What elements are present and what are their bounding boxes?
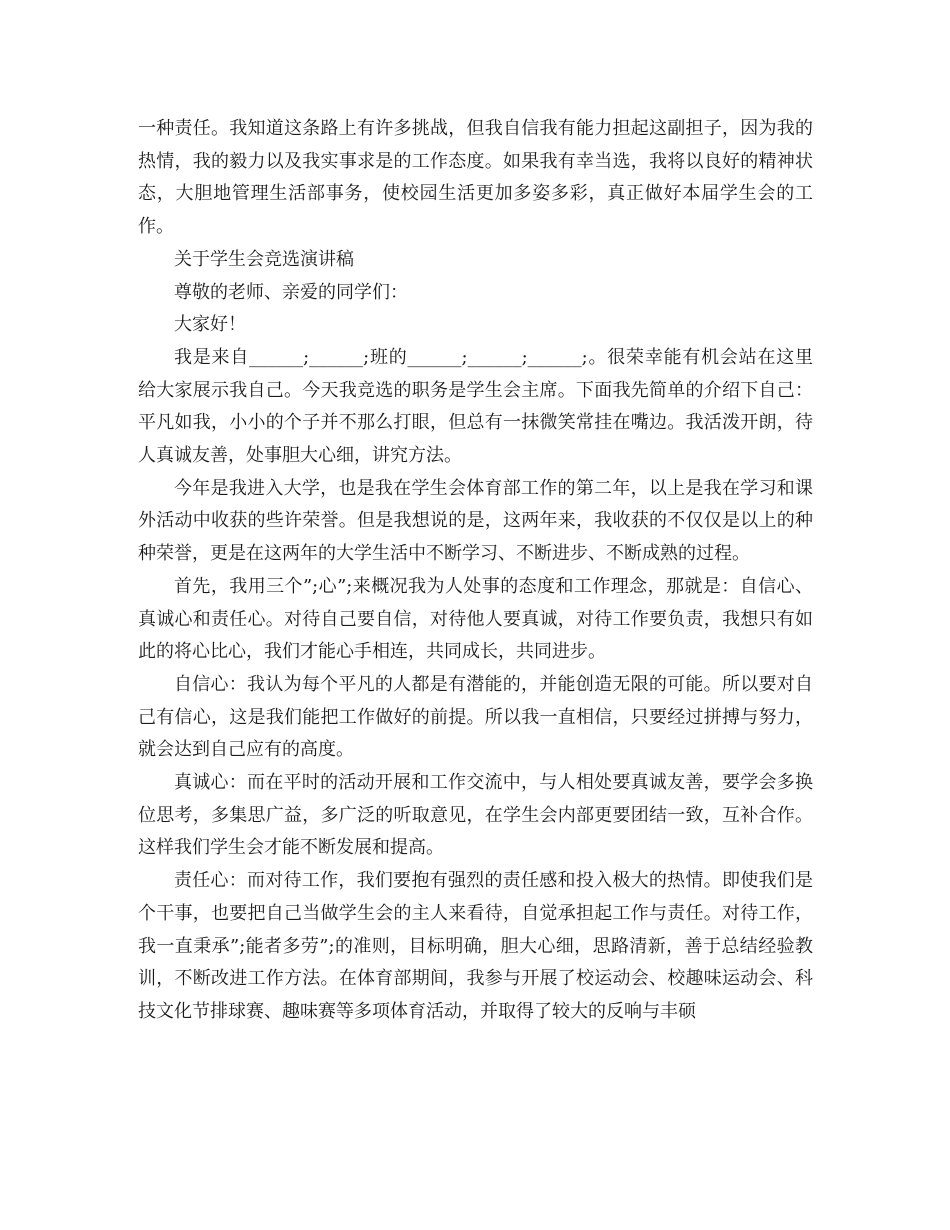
paragraph-sincerity: 真诚心：而在平时的活动开展和工作交流中，与人相处要真诚友善，要学会多换位思考，多集思广益，多广泛的听取意见，在学生会内部更要团结一致，互补合作。这样我们学生会才能不断发展和提高。 — [138, 772, 813, 859]
document-body — [138, 113, 813, 1029]
greeting: 大家好！ — [174, 314, 246, 336]
salutation: 尊敬的老师、亲爱的同学们： — [174, 281, 408, 303]
paragraph-university: 今年是我进入大学，也是我在学生会体育部工作的第二年，以上是我在学习和课外活动中收获的些许荣誉。但是我想说的是，这两年来，我收获的不仅仅是以上的种种荣誉，更是在这两年的大学生活中不断学习、不断进步、不断成熟的过程。 — [138, 477, 813, 565]
paragraph-confidence: 自信心：我认为每个平凡的人都是有潜能的，并能创造无限的可能。所以要对自己有信心，这是我们能把工作做好的前提。所以我一直相信，只要经过拼搏与努力，就会达到自己应有的高度。 — [138, 673, 813, 761]
paragraph-three-hearts: 首先，我用三个”;心”;来概况我为人处事的态度和工作理念，那就是：自信心、真诚心和责任心。对待自己要自信，对待他人要真诚，对待工作要负责，我想只有如此的将心比心，我们才能心手相连，共同成长，共同进步。 — [138, 575, 813, 663]
speech-title: 关于学生会竞选演讲稿 — [174, 248, 354, 270]
paragraph-1: 一种责任。我知道这条路上有许多挑战，但我自信我有能力担起这副担子，因为我的热情，我的毅力以及我实事求是的工作态度。如果我有幸当选，我将以良好的精神状态，大胆地管理生活部事务，使校园生活更加多姿多彩，真正做好本届学生会的工作。 — [138, 118, 813, 238]
paragraph-responsibility: 责任心：而对待工作，我们要抱有强烈的责任感和投入极大的热情。即使我们是个干事，也要把自己当做学生会的主人来看待，自觉承担起工作与责任。对待工作，我一直秉承”;能者多劳”;的准则，目标明确，胆大心细，思路清新，善于总结经验教训，不断改进工作方法。在体育部期间，我参与开展了校运动会、校趣味运动会、科技文化节排球赛、趣味赛等多项体育活动，并取得了较大的反响与丰硕 — [138, 870, 813, 1022]
paragraph-introduction: 我是来自______;______;班的______;______;______;。很荣幸能有机会站在这里给大家展示我自己。今天我竞选的职务是学生会主席。下面我先简单的介绍下自己：平凡如我，小小的个子并不那么打眼，但总有一抹微笑常挂在嘴边。我活泼开朗，待人真诚友善，处事胆大心细，讲究方法。 — [138, 346, 813, 467]
